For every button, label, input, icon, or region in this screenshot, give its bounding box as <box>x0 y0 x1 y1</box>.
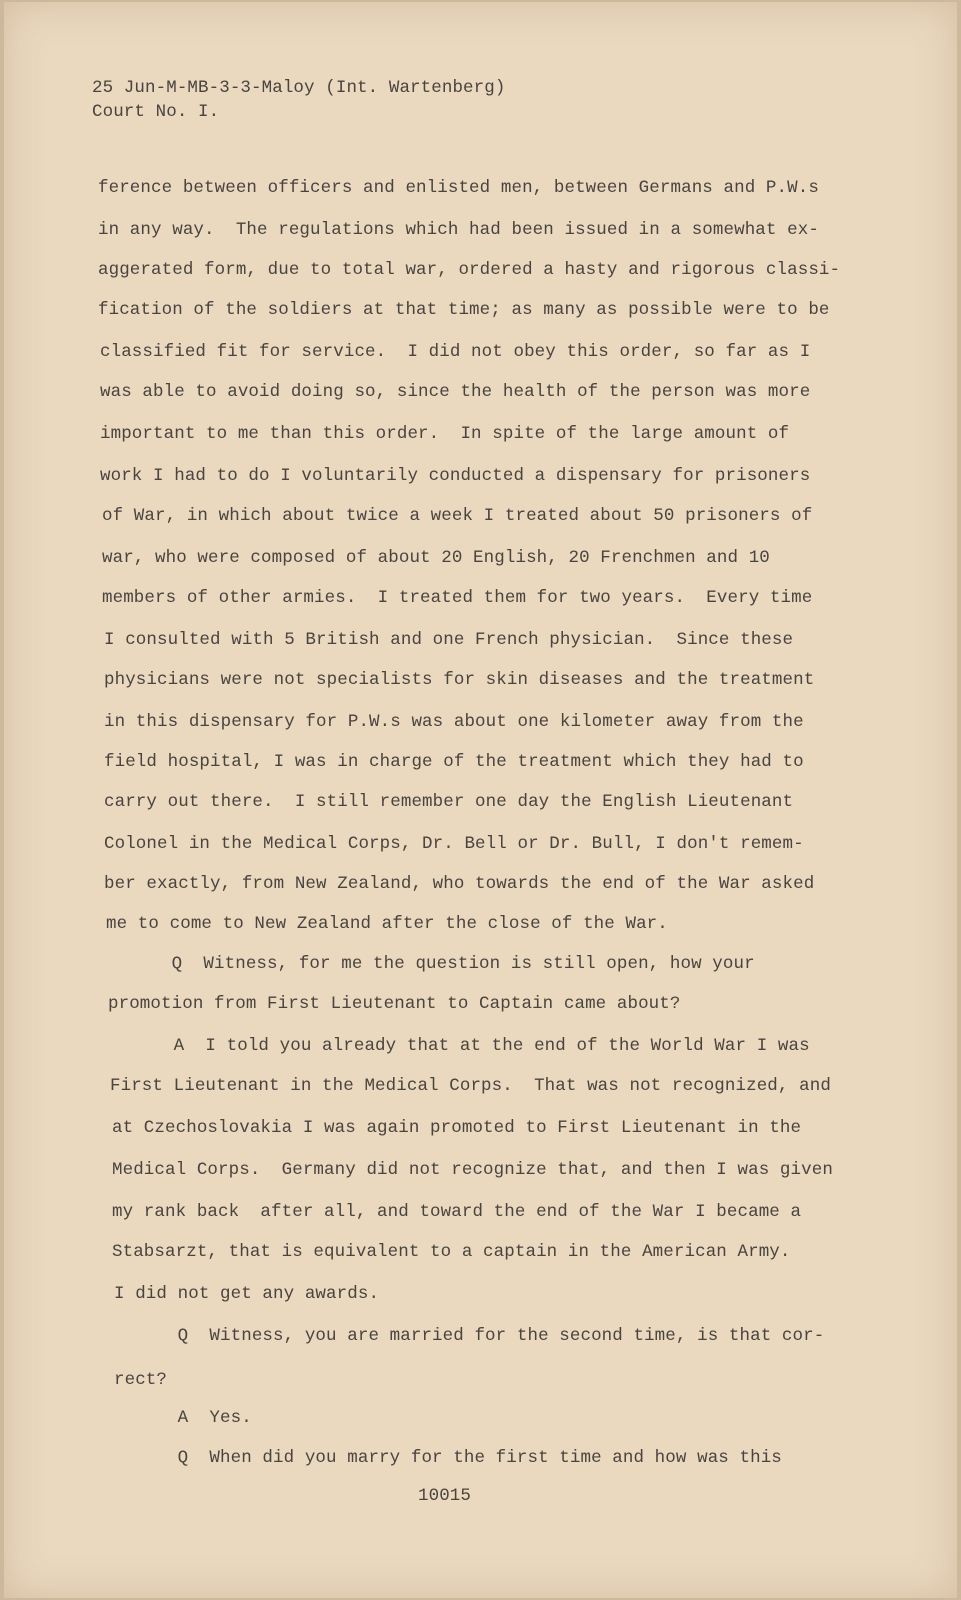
body-line: Q Witness, for me the question is still open, how your <box>108 954 755 974</box>
body-line: war, who were composed of about 20 English, 20 Frenchmen and 10 <box>102 548 770 568</box>
body-line: members of other armies. I treated them for two years. Every time <box>102 588 813 608</box>
body-line: was able to avoid doing so, since the health of the person was more <box>100 382 811 402</box>
body-line: rect? <box>114 1370 168 1390</box>
page-number: 10015 <box>418 1486 472 1506</box>
body-line: classified fit for service. I did not obey this order, so far as I <box>100 342 811 362</box>
document-page <box>4 2 957 1598</box>
body-line: Q When did you marry for the first time and how was this <box>114 1448 782 1468</box>
body-line: in this dispensary for P.W.s was about one kilometer away from the <box>104 712 804 732</box>
body-line: important to me than this order. In spite of the large amount of <box>100 424 790 444</box>
body-line: A Yes. <box>114 1408 252 1428</box>
body-line: me to come to New Zealand after the close of the War. <box>106 914 668 934</box>
body-line: I did not get any awards. <box>114 1284 380 1304</box>
body-line: ber exactly, from New Zealand, who towards the end of the War asked <box>104 874 815 894</box>
body-line: I consulted with 5 British and one French physician. Since these <box>104 630 794 650</box>
body-line: aggerated form, due to total war, ordered a hasty and rigorous classi- <box>98 260 841 280</box>
header-court: Court No. I. <box>92 102 220 122</box>
body-line: physicians were not specialists for skin diseases and the treatment <box>104 670 815 690</box>
body-line: work I had to do I voluntarily conducted a dispensary for prisoners <box>100 466 811 486</box>
body-line: fication of the soldiers at that time; as many as possible were to be <box>98 300 830 320</box>
body-line: carry out there. I still remember one day the English Lieutenant <box>104 792 794 812</box>
body-line: of War, in which about twice a week I treated about 50 prisoners of <box>102 506 813 526</box>
body-line: A I told you already that at the end of the World War I was <box>110 1036 810 1056</box>
body-line: in any way. The regulations which had been issued in a somewhat ex- <box>98 220 819 240</box>
body-line: promotion from First Lieutenant to Captain came about? <box>108 994 681 1014</box>
body-line: my rank back after all, and toward the end of the War I became a <box>112 1202 802 1222</box>
body-line: at Czechoslovakia I was again promoted to First Lieutenant in the <box>112 1118 802 1138</box>
body-line: field hospital, I was in charge of the treatment which they had to <box>104 752 804 772</box>
body-line: Q Witness, you are married for the second time, is that cor- <box>114 1326 825 1346</box>
body-line: Medical Corps. Germany did not recognize that, and then I was given <box>112 1160 833 1180</box>
body-line: First Lieutenant in the Medical Corps. That was not recognized, and <box>110 1076 831 1096</box>
body-line: ference between officers and enlisted men, between Germans and P.W.s <box>98 178 819 198</box>
body-line: Stabsarzt, that is equivalent to a captain in the American Army. <box>112 1242 791 1262</box>
body-line: Colonel in the Medical Corps, Dr. Bell or Dr. Bull, I don't remem- <box>104 834 804 854</box>
header-case-reference: 25 Jun-M-MB-3-3-Maloy (Int. Wartenberg) <box>92 78 506 98</box>
